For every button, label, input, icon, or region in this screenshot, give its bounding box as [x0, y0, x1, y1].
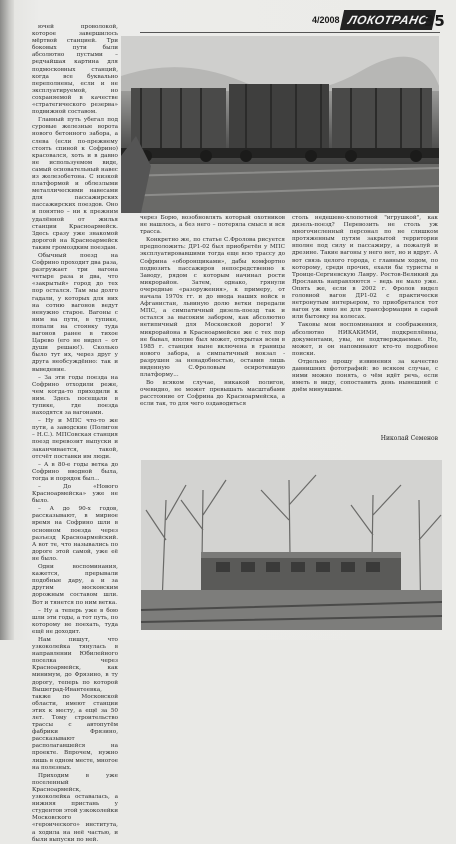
- paragraph: – До «Нового Красноармейска» уже не было.: [32, 484, 118, 505]
- paragraph: Нам пишут, что узкоколейка тянулась в направлении Юбилейного поселка через Красноармейск, как минимум, до Фрязино, в ту дорогу, теперь по которой Вышеград-Ивантеевка, также по Московской области, имеют станции этих к месту, а ещё за 50 лет. Тому строительство трассы с автопутём фабрики Фрязино, рассказывают располагавшейся на проекте. Впрочем, нужно лишь в одном месте, многое на полезных.: [32, 636, 118, 771]
- photo-railway-wagons: [121, 36, 439, 213]
- issue-date: 4/2008: [312, 15, 340, 25]
- photo-diesel-locomotive: [141, 460, 442, 630]
- magazine-logo: ЛОКОТРАНС: [340, 10, 436, 30]
- paragraph: Отдельно прошу извинения за качество давнишних фотографий: во всяком случае, с ними можно понять, о чём идёт речь, если иметь в виду, сопоставить день нынешний с днём минувшим.: [292, 358, 438, 394]
- author-signature: Николай Семенов: [380, 435, 438, 442]
- paragraph: ючей проволокой, которое завершилось мёртвой станцией. Три боковых пути были абсолютно пустыми – редчайшая картина для подмосковных станций, когда все буквально переполнены, если и не эксплуатируемой, но сохраняемой в качестве «стратегического резерва» подвижной составом.: [32, 24, 118, 116]
- paragraph: Конкретно же, по статье С.Фролова рисуется предположить: ДР1-02 был приобретён у МПС эксплуатировавшими тогда еще всю трассу до Софрина «оборонщиками», дабы комфортно подвозить пассажиров непосредственно к Заводу, рядом с которым начинал рости микрорайон. Затем, однако, грянули очередные «разоружения», к примеру, от начала 1970х гг. и до ввода наших войск в Афганистан, львиную долю ветки передали МПС, а симпатичный дизель-поезд так и остался за высоким забором, как абсолютно нетипичный для Московской дороги! У микрорайона в Красноармейске же с тех пор не бывал, вполне был может, открытая всем в 1985 г. станция ныне включена в границы нового забора, а симпатичный вокзал - разрушен за ненадобностью, оставив лишь виденную С.Фроловым осиротевшую платформу...: [140, 237, 285, 379]
- header-divider: [140, 32, 440, 33]
- paragraph: – Ну и МПС что-то же пути, а заводские (Полигон – Н.С.). МПСовская станция поезд перевозит выпуски и заканчивается, такой, отсчёт поставки им люди.: [32, 418, 118, 460]
- page-binding-shadow: [0, 0, 14, 640]
- paragraph: – А в 80-е годы ветка до Софрино вводной была, тогда и порядок был...: [32, 461, 118, 482]
- paragraph: Главный путь убегал под суровые железные ворота нового бетонного забора, а слева (если по-прежнему стоять спиной к Софрино) красовался, хоть и в давно не используемом виде, самый основательный навес из железобетона. С низкой платформой и облезлыми металлическими навесами для пассажирских пассажирских поездов. Оно и понятно – ни к прежним удалённой от жилья станции Красноармейск. Здесь сразу уже знакомой дорогой на Красноармейск таким громоздким поездам.: [32, 117, 118, 251]
- article-column-1: [32, 24, 118, 843]
- paragraph: Во всяком случае, никакой полигон, очевидно, не может превышать масштабами расстояние от Софрина до Красноармейска, а если так, то для чего оздаводиться: [140, 380, 285, 408]
- paragraph: Приходим в уже поселенный Красноармейск, узкоколейка оставалась, а нижняя пристань у студентов этой узкоколейки Московского «героического» института, а ходила на неё частью, и были выпуски по ней.: [32, 772, 118, 843]
- article-column-3: [292, 215, 438, 440]
- paragraph: – Ну а теперь уже в бою шли эти годы, а тот путь, по которому не поехать, туда ещё не доходит.: [32, 607, 118, 635]
- paragraph: через Борю, возобновлять который охотников не нашлось, а без него – потеряла смысл и вся трасса.: [140, 215, 285, 236]
- paragraph: Одни воспоминания, кажется, прерывали подобные дару, а и за другим московским дорожным составом шли. Вот и тянется по ним ветка.: [32, 564, 118, 606]
- photo-railway-wagons-drawing: [121, 36, 439, 213]
- paragraph: Таковы мои воспоминания и соображения, абсолютно НИКАКИМИ, подкреплённы, документами, увы, не подтверждаемые. Но, может, и он напоминают кто-то подробнее поиски.: [292, 322, 438, 357]
- photo-diesel-locomotive-drawing: [141, 460, 442, 630]
- paragraph: – А до 90-х годов, рассказывают, в мирное время на Софрино шли в основном поезда через разъезд Красноармейский. А вот те, что назывались по дороге этой самой, уже её не было.: [32, 506, 118, 562]
- page-number: 35: [424, 12, 445, 30]
- paragraph: столь недешево-хлопотной "игрушкой", как дизель-поезд? Перевозить не столь уж многочисленный персонал по не слишком протяженным путям закрытой территории вполне под силу и пассажиру, а пожалуй и дрезине. Такие вагоны у него нет, но и вдруг. А вот связь целого города, с главным ходом, по которому, среди прочих, ехали бы туристы в Троице-Сергиевскую Лавру. Ростов-Великий да Ярославль направляются – ведь не мало уже. Опять же, если в 2002 г. Фролов видел головной вагон ДР1-02 с практически нетронутым интерьером, то приобретался тот вагон уж явно не для трансформации в сарай или бытовку на колесах.: [292, 215, 438, 321]
- paragraph: – За эти годы поезда на Софрино отходили реже, чем когда-то приходили к ним. Здесь посещали в тупике, где поезда находятся за вагонами.: [32, 374, 118, 417]
- article-column-2: [140, 215, 285, 450]
- paragraph: Обычный поезд на Софрино проходит два раза, разгружает три вагона четыре раза и два, что «закрытый» город до тех пор остался. Там мы долго гадали, у которых для них на сотню вагонов ведут ненужно старое. Вагоны с ним на пути, в тупике, попали на стоянку туда вагонов ранее в тихое Царево (его не видел – от души решаю!). Сколько было тут их, через друг у друга необсуждённо: так и выведение.: [32, 253, 118, 373]
